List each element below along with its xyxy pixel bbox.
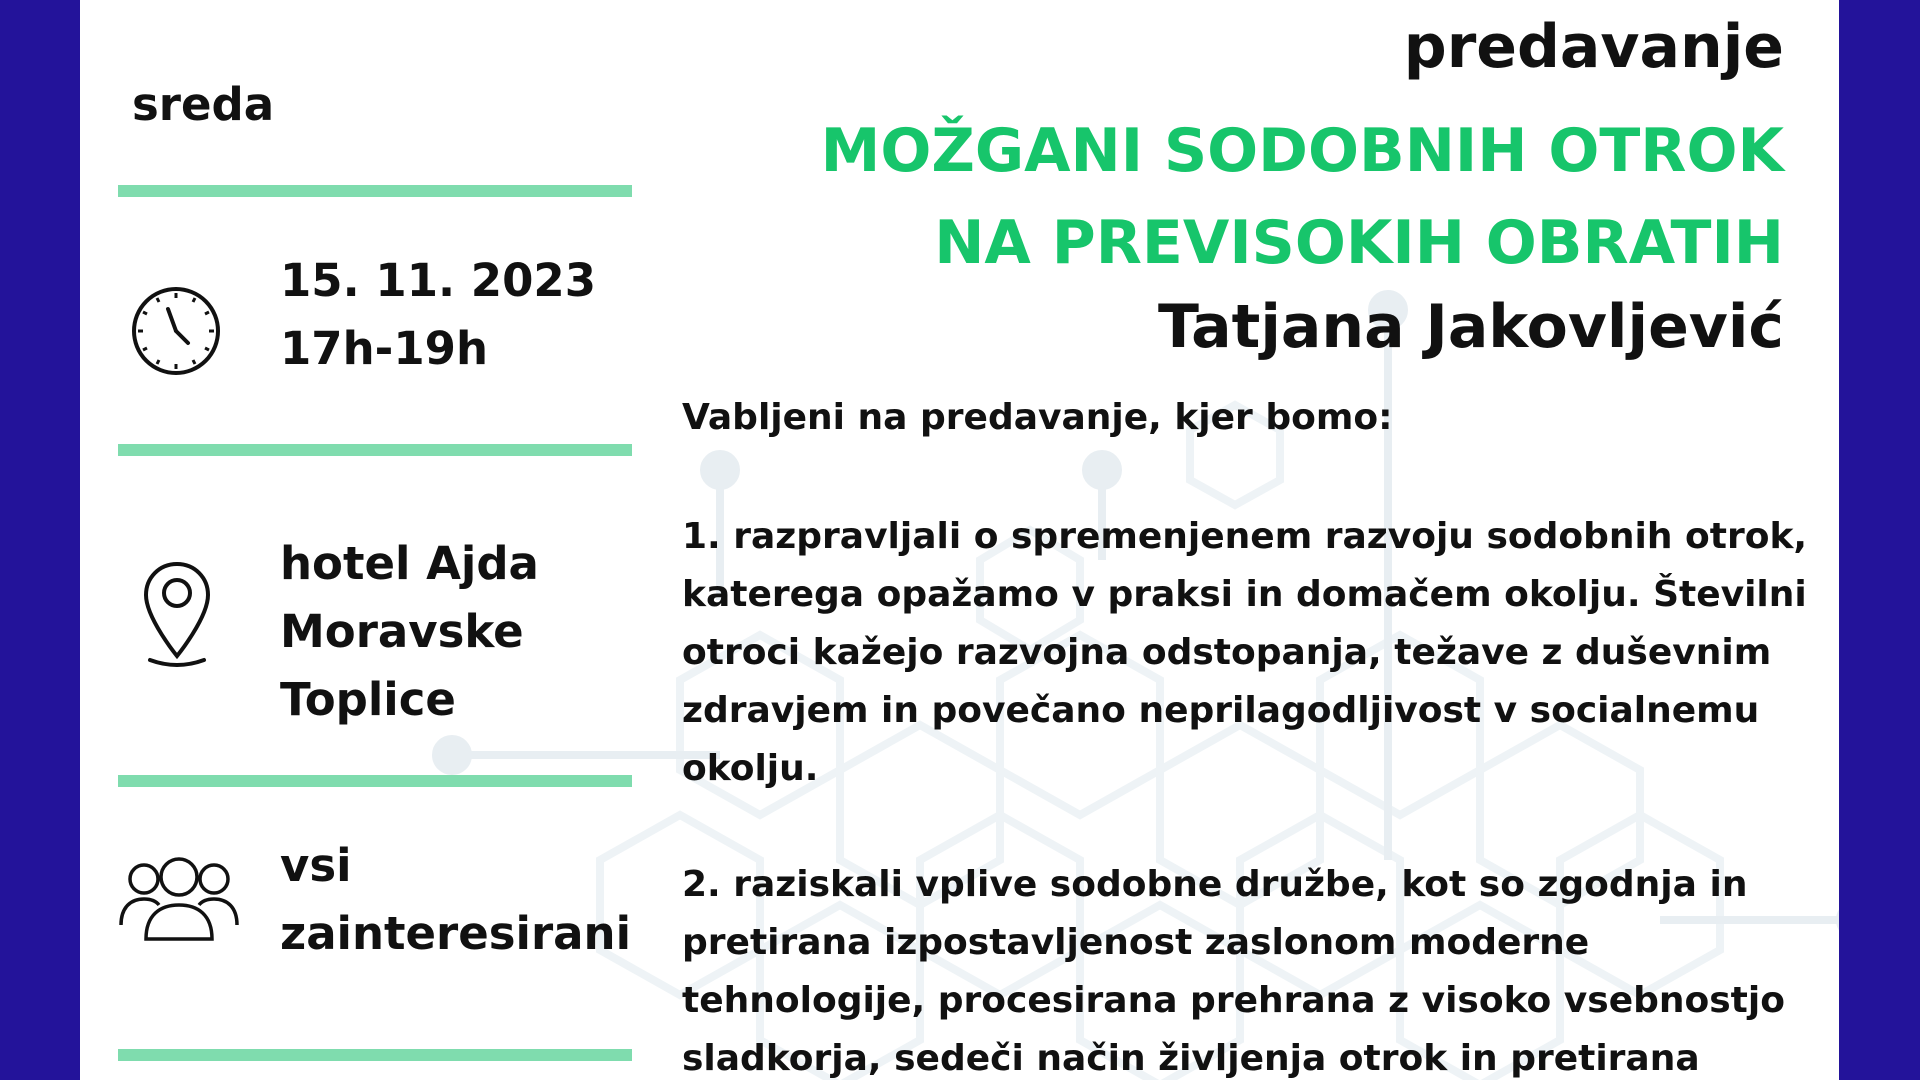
group-icon bbox=[118, 855, 240, 941]
event-title: MOŽGANI SODOBNIH OTROK NA PREVISOKIH OBRATIH bbox=[820, 116, 1784, 278]
date-time-block bbox=[280, 247, 596, 383]
divider bbox=[118, 775, 632, 787]
intro-text: Vabljeni na predavanje, kjer bomo: bbox=[682, 397, 1393, 438]
location-line: Moravske bbox=[280, 605, 524, 658]
event-type: predavanje bbox=[1403, 12, 1784, 82]
poster-card bbox=[80, 0, 1839, 1080]
divider bbox=[118, 444, 632, 456]
body-point-1: 1. razpravljali o spremenjenem razvoju sodobnih otrok, katerega opažamo v praksi in domačem okolju. Številni otroci kažejo razvojna odstopanja, težave z duševnim zdravjem in povečano neprilagodljivost v socialnemu okolju. bbox=[682, 516, 1808, 789]
day-of-week: sreda bbox=[132, 78, 275, 131]
location-block bbox=[280, 530, 539, 734]
location-pin-icon bbox=[142, 560, 212, 672]
event-details-column bbox=[80, 0, 680, 1080]
audience-line: zainteresirani bbox=[280, 907, 631, 960]
speaker-name: Tatjana Jakovljević bbox=[1157, 292, 1784, 362]
event-time: 17h-19h bbox=[280, 322, 488, 375]
body-point-2: 2. raziskali vplive sodobne družbe, kot so zgodnja in pretirana izpostavljenost zaslonom moderne tehnologije, procesirana prehrana z visoko vsebnostjo sladkorja, sedeči način življenja otrok in pretirana bbox=[682, 864, 1785, 1079]
event-date: 15. 11. 2023 bbox=[280, 254, 597, 307]
audience-line: vsi bbox=[280, 839, 352, 892]
location-line: hotel Ajda bbox=[280, 537, 539, 590]
location-line: Toplice bbox=[280, 673, 456, 726]
divider bbox=[118, 1049, 632, 1061]
audience-block bbox=[280, 832, 631, 968]
divider bbox=[118, 185, 632, 197]
clock-icon bbox=[130, 285, 222, 377]
